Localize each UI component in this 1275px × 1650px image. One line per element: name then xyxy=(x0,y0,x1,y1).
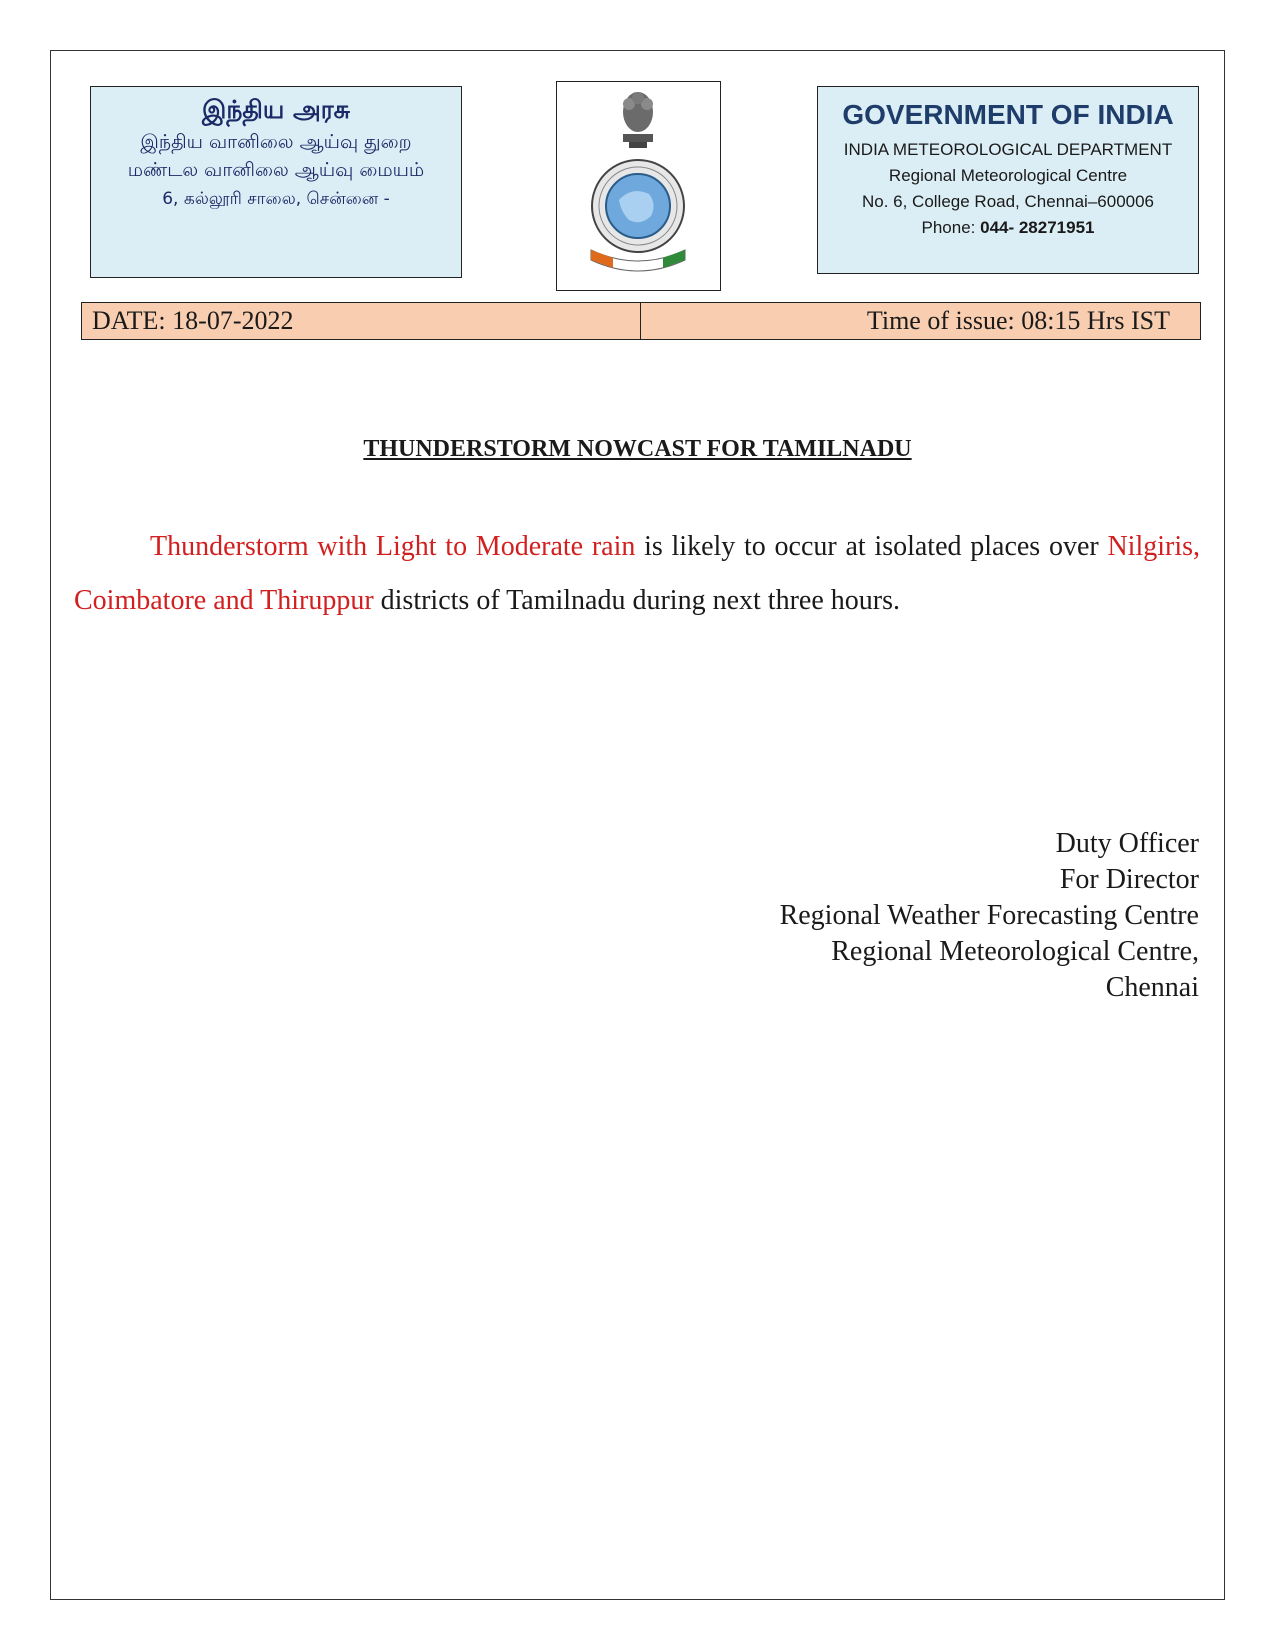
tamil-address: 6, கல்லூரி சாலை, சென்னை - xyxy=(162,189,390,209)
signature-line: For Director xyxy=(1059,864,1199,895)
issue-date: DATE: 18-07-2022 xyxy=(82,303,641,339)
tamil-title: இந்திய அரசு xyxy=(202,95,350,124)
imd-emblem xyxy=(556,81,721,291)
english-header-box xyxy=(817,86,1199,274)
signature-line: Duty Officer xyxy=(1055,828,1199,859)
tamil-dept: இந்திய வானிலை ஆய்வு துறை xyxy=(140,131,412,153)
issue-time: Time of issue: 08:15 Hrs IST xyxy=(866,306,1170,335)
centre-name: Regional Meteorological Centre xyxy=(888,166,1128,185)
signature-line: Chennai xyxy=(1105,972,1199,1003)
districts-text: Nilgiris, Coimbatore and Thiruppur xyxy=(74,531,1200,616)
hazard-text: Thunderstorm with Light to Moderate rain xyxy=(150,531,636,562)
govt-title: GOVERNMENT OF INDIA xyxy=(842,99,1174,130)
tamil-header-box xyxy=(90,86,462,278)
phone-label: Phone: xyxy=(921,218,981,237)
dept-name: INDIA METEOROLOGICAL DEPARTMENT xyxy=(843,140,1173,159)
date-bar xyxy=(81,302,1201,340)
signature-line: Regional Meteorological Centre, xyxy=(831,936,1199,967)
phone-line xyxy=(818,215,1198,241)
signature-line: Regional Weather Forecasting Centre xyxy=(779,900,1199,931)
body-text-1: is likely to occur at isolated places over xyxy=(635,531,1108,562)
forecast-paragraph xyxy=(74,520,1200,628)
imd-emblem-icon xyxy=(557,82,719,289)
page-title: THUNDERSTORM NOWCAST FOR TAMILNADU xyxy=(363,436,912,462)
body-text-2: districts of Tamilnadu during next three hours. xyxy=(373,585,900,616)
tamil-centre: மண்டல வானிலை ஆய்வு மையம் xyxy=(127,159,425,181)
address: No. 6, College Road, Chennai–600006 xyxy=(861,192,1155,211)
phone-number: 044- 28271951 xyxy=(980,218,1095,237)
signature-block xyxy=(780,826,1199,1006)
